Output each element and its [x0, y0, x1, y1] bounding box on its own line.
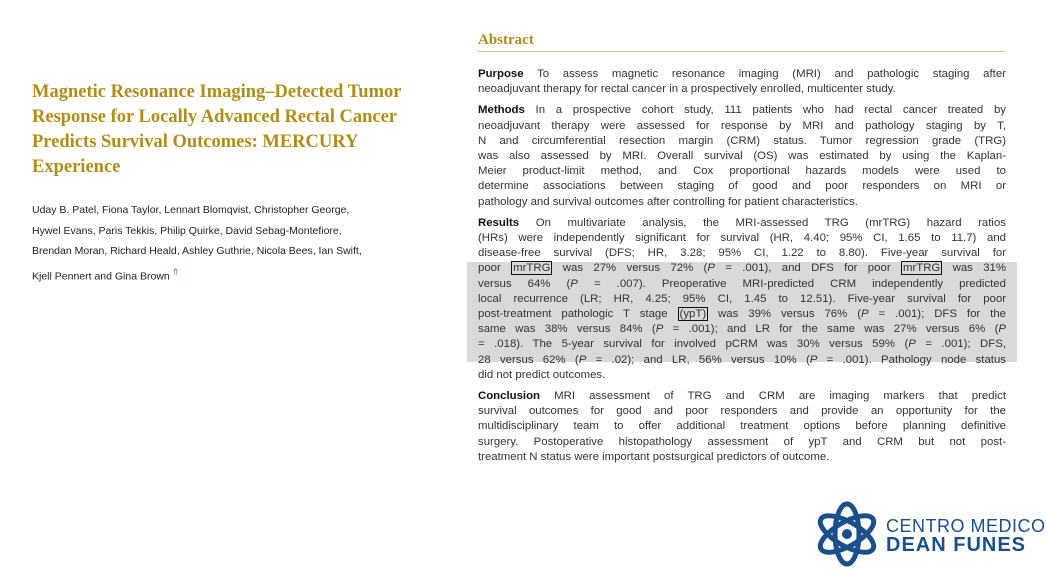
purpose-label: Purpose	[478, 68, 524, 80]
text-line: did not predict outcomes.	[478, 368, 606, 381]
text-line: disease-free survival (DFS; HR, 3.28; 95% CI, 1.22 to 8.80). Five-year survival for	[478, 247, 1006, 260]
centro-medico-logo	[812, 500, 1046, 568]
text-span: = .018). The 5-year survival for involved pCRM was 30% versus 59% (	[478, 338, 909, 351]
text-line: Meier product-limit method, and Cox proportional hazards models were used to	[478, 165, 1006, 178]
text-line	[478, 67, 1006, 82]
p-symbol: P	[861, 308, 869, 321]
p-symbol: P	[707, 262, 715, 275]
text-line	[478, 389, 1006, 404]
text-line	[478, 103, 1006, 118]
p-symbol: P	[809, 353, 818, 366]
text-span: = .001); DFS for the	[868, 308, 1006, 321]
conclusion-paragraph	[478, 389, 1006, 465]
text-span: = .001). Pathology node status	[817, 353, 1006, 366]
text-span: 28 versus 62% (	[478, 353, 579, 366]
author-line-text: Kjell Pennert and Gina Brown	[32, 270, 170, 282]
author-line: Uday B. Patel, Fiona Taylor, Lennart Blomqvist, Christopher George,	[32, 204, 350, 216]
text-line	[478, 337, 1006, 352]
author-line	[32, 262, 432, 287]
title-line: Experience	[32, 157, 121, 177]
paper-header	[32, 80, 432, 287]
text-line: (HRs) were independently significant for survival (HR, 4.40; 95% CI, 1.65 to 11.7) and	[478, 232, 1006, 245]
text-span: MRI assessment of TRG and CRM are imaging markers that predict	[554, 390, 1006, 403]
author-line: Hywel Evans, Paris Tekkis, Philip Quirke, David Sebag-Montefiore,	[32, 224, 342, 237]
methods-label: Methods	[478, 104, 525, 117]
p-symbol: P	[570, 277, 578, 290]
corresponding-author-icon[interactable]: ⇑	[171, 266, 180, 277]
text-line	[478, 307, 1006, 322]
boxed-term-mrtrg: mrTRG	[513, 262, 551, 275]
boxed-term-mrtrg: mrTRG	[902, 262, 941, 275]
logo-text-line: CENTRO MEDICO	[886, 516, 1046, 536]
text-span: To assess magnetic resonance imaging (MRI) and pathologic staging after	[537, 68, 1006, 80]
text-line: surgery. Postoperative histopathology assessment of ypT and CRM but not post-	[478, 435, 1006, 448]
methods-paragraph	[478, 103, 1006, 209]
text-line: N and circumferential resection margin (CRM) status. Tumor regression grade (TRG)	[478, 134, 1006, 147]
text-span: post-treatment pathologic T stage	[478, 308, 678, 321]
text-span: same was 38% versus 84% (	[478, 323, 656, 336]
text-span: = .02); and LR, 56% versus 10% (	[586, 353, 810, 366]
text-line: was also assessed by MRI. Overall survival (OS) was estimated by using the Kaplan-	[478, 150, 1006, 163]
text-line: neoadjuvant therapy were assessed for response by MRI and pathology staging by T,	[478, 119, 1006, 132]
p-symbol: P	[655, 323, 664, 336]
text-line: pathology and survival outcomes after controlling for patient characteristics.	[478, 195, 858, 208]
text-line: survival outcomes for good and poor responders and provide an opportunity for the	[478, 405, 1006, 418]
text-span: = .001); and LR for the same was 27% versus 6% (	[663, 323, 999, 336]
text-span: On multivariate analysis, the MRI-assessed TRG (mrTRG) hazard ratios	[535, 216, 1006, 229]
abstract-heading: Abstract	[478, 30, 1006, 52]
text-span: poor	[478, 262, 512, 275]
p-symbol: P	[908, 338, 916, 351]
results-paragraph	[478, 216, 1006, 383]
abstract-section	[478, 30, 1006, 465]
text-span: = .001), and DFS for poor	[714, 262, 901, 275]
text-line	[478, 277, 1006, 292]
text-span: was 39% versus 76% (	[708, 308, 861, 321]
text-span: = .007). Preoperative MRI-predicted CRM independently predicted	[577, 277, 1006, 290]
text-span: versus 64% (	[478, 277, 571, 290]
author-list	[32, 200, 432, 287]
text-line: treatment N status were important postsurgical predictors of outcome.	[478, 450, 830, 463]
text-line	[478, 322, 1006, 337]
text-line	[478, 216, 1006, 231]
conclusion-label: Conclusion	[478, 390, 541, 403]
title-line: Predicts Survival Outcomes: MERCURY	[32, 132, 359, 152]
text-line: multidisciplinary team to offer additional treatment options before planning definitive	[478, 420, 1006, 433]
purpose-paragraph	[478, 67, 1006, 97]
paper-title	[32, 80, 432, 180]
author-line: Brendan Moran, Richard Heald, Ashley Guthrie, Nicola Bees, Ian Swift,	[32, 245, 362, 257]
boxed-term-ypt: (ypT)	[679, 308, 707, 321]
text-span: was 31%	[942, 262, 1007, 275]
title-line: Response for Locally Advanced Rectal Cancer	[32, 107, 397, 127]
text-span: was 27% versus 72% (	[552, 262, 708, 275]
text-line	[478, 353, 1006, 368]
text-line: determine associations between staging of good and poor responders on MRI or	[478, 180, 1006, 193]
p-symbol: P	[998, 323, 1006, 336]
text-line: neoadjuvant therapy for rectal cancer in a prospectively enrolled, multicenter study.	[478, 83, 896, 96]
text-span: In a prospective cohort study, 111 patients who had rectal cancer treated by	[535, 104, 1006, 117]
logo-text-line: DEAN FUNES	[886, 534, 1027, 556]
title-line: Magnetic Resonance Imaging–Detected Tumor	[32, 82, 402, 102]
atom-icon	[812, 500, 882, 568]
text-line	[478, 261, 1006, 276]
results-label: Results	[478, 216, 520, 229]
text-line: local recurrence (LR; HR, 4.25; 95% CI, 1.45 to 12.51). Five-year survival for poor	[478, 292, 1006, 305]
p-symbol: P	[578, 353, 587, 366]
text-span: = .001); DFS,	[915, 338, 1006, 351]
